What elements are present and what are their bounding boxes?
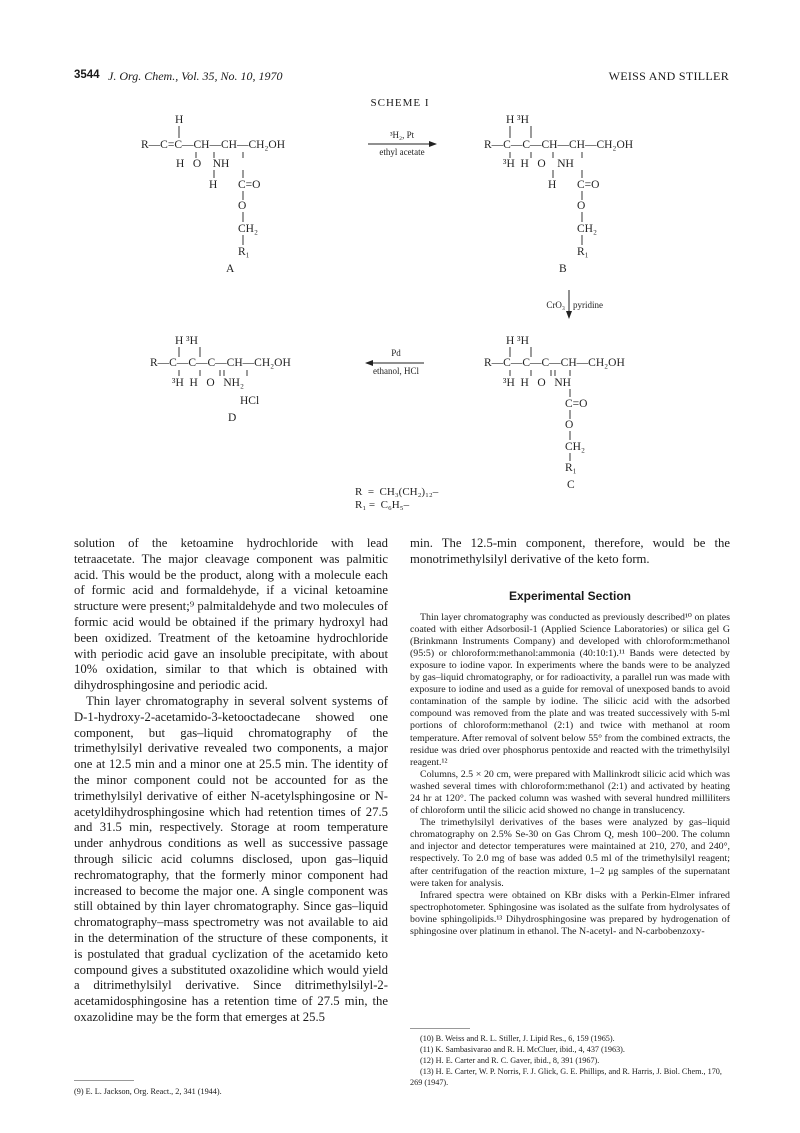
compound-a-top-h: H: [175, 114, 184, 126]
compound-c-top-h: H ³H: [506, 335, 529, 347]
compound-c-ester-o: O: [565, 419, 574, 431]
running-authors: WEISS AND STILLER: [608, 69, 729, 83]
right-paragraph-1: min. The 12.5-min component, therefore, would be the monotrimethylsilyl derivative of the keto form.: [410, 536, 730, 566]
compound-b-top-h: H ³H: [506, 114, 529, 126]
compound-b-main-chain: R—C—C—CH—CH—CH₂OH: [484, 139, 634, 151]
compound-c-substituents: ³H H O NH: [503, 377, 571, 389]
legend-r1: R₁ = C₆H₅–: [355, 499, 410, 511]
compound-a-ch2: CH₂: [238, 223, 258, 235]
compound-a-label: A: [226, 263, 235, 275]
compound-a-carbonyl: C=O: [238, 179, 261, 191]
compound-a-oh-h: H: [209, 179, 218, 191]
arrow-c-to-d: [366, 348, 424, 376]
experimental-paragraph-4: Infrared spectra were obtained on KBr disks with a Perkin-Elmer infrared spectrophotometer. Sphingosine was isolated as the sulfate from hydrolysates of bovine sphingolipids.¹³ Dihydrosphingosine was prepared by hydrogenation of sphingosine over platinum in ethanol. The N-acetyl- and N-carbobenzoxy-: [410, 889, 730, 938]
experimental-paragraph-1: Thin layer chromatography was conducted as previously described¹⁰ on plates coated with either Adsorbosil-1 (Applied Science Laboratories) or silica gel G (Brinkmann Instruments Company) and developed with chloroform:methanol (95:5) or chloroform:methanol:ammonia (40:10:1).¹¹ Bands were detected by exposure to iodine vapor. In experiments where the bands were to be analyzed by gas–liquid chromatography, or for radioactivity, a parallel run was made with exposure to iodine and used as a guide for removal of unexposed bands to avoid contamination of the sample by iodine. The silicic acid with the adsorbed compound was removed from the plate and was treated successively with 5-ml portions of chloroform:methanol (2:1) and twice with methanol at room temperature. After removal of solvent below 55° from the combined extracts, the residue was dried over phosphorus pentoxide and reacted with the trimethylsilyl reagent.¹²: [410, 611, 730, 768]
arrow-a-b-solvent: ethyl acetate: [379, 147, 425, 157]
compound-a: [141, 114, 285, 275]
footnote-9: (9) E. L. Jackson, Org. React., 2, 341 (1944).: [74, 1087, 222, 1096]
footnote-12: (12) H. E. Carter and R. C. Gaver, ibid., 8, 391 (1967).: [420, 1056, 600, 1065]
compound-b: [484, 114, 633, 275]
arrow-a-b-reagent: ³H₂, Pt: [389, 130, 415, 140]
compound-b-ch2: CH₂: [577, 223, 597, 235]
experimental-paragraph-3: The trimethylsilyl derivatives of the bases were analyzed by gas–liquid chromatography on 2.5% Se-30 on Gas Chrom Q, mesh 100–200. The column and injector and detector temperatures were maintained at 210, 270, and 240°, respectively. To 2.0 mg of base was added 0.5 ml of the trimethylsilyl reagent; after centrifugation of the reaction mixture, 1–2 μg samples of the supernatant were taken for analysis.: [410, 817, 730, 889]
compound-b-r1: R₁: [577, 246, 589, 258]
footnote-11: (11) K. Sambasivarao and R. H. McCluer, ibid., 4, 437 (1963).: [420, 1045, 625, 1054]
page-number: 3544: [74, 69, 100, 81]
compound-a-main-chain: R—C=C—CH—CH—CH₂OH: [141, 139, 286, 151]
compound-c-carbonyl: C=O: [565, 398, 588, 410]
compound-a-ester-o: O: [238, 200, 247, 212]
experimental-paragraph-2: Columns, 2.5 × 20 cm, were prepared with Mallinkrodt silicic acid which was washed several times with chloroform:methanol (2:1) and activated by heating 24 hr at 120°. The packed column was washed with several hundred milliliters of chloroform until the silicic acid showed no change in translucency.: [410, 768, 730, 817]
right-footnote-rule: [410, 1028, 470, 1029]
left-footnote-rule: [74, 1080, 134, 1081]
compound-a-r1: R₁: [238, 246, 250, 258]
compound-c: [484, 335, 625, 491]
footnote-13: (13) H. E. Carter, W. P. Norris, F. J. Glick, G. E. Phillips, and R. Harris, J. Biol. Chem., 170, 269 (1947).: [410, 1067, 722, 1087]
compound-d: [150, 335, 291, 424]
footnote-10: (10) B. Weiss and R. L. Stiller, J. Lipid Res., 6, 159 (1965).: [420, 1034, 615, 1043]
compound-b-carbonyl: C=O: [577, 179, 600, 191]
left-column: [74, 536, 388, 1026]
compound-c-label: C: [567, 479, 575, 491]
compound-a-substituents: H O NH: [176, 158, 230, 170]
legend-r: R = CH₃(CH₂)₁₂–: [355, 486, 439, 498]
compound-c-r1: R₁: [565, 462, 577, 474]
right-footnotes: [410, 1033, 730, 1088]
compound-c-ch2: CH₂: [565, 441, 585, 453]
right-column: [410, 536, 730, 938]
compound-d-substituents: ³H H O NH₂: [172, 377, 244, 389]
section-title: Experimental Section: [508, 588, 632, 603]
compound-d-top-h: H ³H: [175, 335, 198, 347]
compound-b-label: B: [559, 263, 567, 275]
left-paragraph-2: Thin layer chromatography in several solvent systems of D-1-hydroxy-2-acetamido-3-ketooctadecane showed one component, but gas–liquid chromatography of the trimethylsilyl derivative revealed two components, a major one at 12.5 min and a minor one at 25.5 min. The identity of the minor component could not be accounted for as the trimethylsilyl derivative of either N-acetylsphingosine or N-acetyldihydrosphingosine which had retention times of 27.5 and 31.5 min, respectively. Storage at room temperature under anhydrous conditions as well as successive passage through silicic acid columns disclosed, upon gas–liquid rechromatography, that the formerly minor component had increased to become the major one. A single component was still obtained by thin layer chromatography. Since gas–liquid chromatography–mass spectrometry was not available to aid in the determination of the structure of these components, it is postulated that gradual cyclization of the acetamido keto compound gives a substituted oxazolidine which would yield a ditrimethylsilyl derivative. Since ditrimethylsilyl-2-acetamidosphingosine has a retention time of 27.5 min, the oxazolidine may be the form that emerges at 25.5: [74, 693, 388, 1024]
left-paragraph-1: solution of the ketoamine hydrochloride with lead tetraacetate. The major cleavage component was palmitic acid. This would be the product, along with a molecule each of formic acid and formaldehyde, if a vicinal ketoamine structure were present;⁹ palmitaldehyde and two molecules of formic acid would be obtained if the primary hydroxyl had been oxidized. Treatment of the ketoamine hydrochloride with periodic acid gave an insoluble precipitate, with about 10% oxidation, similar to that which is obtained with dihydrosphingosine and periodic acid.: [74, 536, 388, 693]
compound-d-hcl: HCl: [240, 395, 260, 407]
journal-citation: J. Org. Chem., Vol. 35, No. 10, 1970: [108, 69, 283, 83]
compound-b-substituents: ³H H O NH: [503, 158, 574, 170]
compound-b-ester-o: O: [577, 200, 586, 212]
arrow-b-c-reagent: CrO₃: [546, 300, 565, 310]
compound-d-label: D: [228, 412, 237, 424]
arrow-b-to-c: [546, 290, 603, 318]
compound-c-main-chain: R—C—C—C—CH—CH₂OH: [484, 357, 625, 369]
compound-b-oh-h: H: [548, 179, 557, 191]
compound-d-main-chain: R—C—C—C—CH—CH₂OH: [150, 357, 291, 369]
running-header: [74, 69, 729, 85]
reaction-scheme: [0, 105, 800, 525]
arrow-c-d-catalyst: Pd: [391, 348, 401, 358]
arrow-b-c-base: pyridine: [573, 300, 603, 310]
scheme-title: SCHEME I: [370, 97, 430, 109]
arrow-a-to-b: [368, 130, 436, 157]
arrow-c-d-solvent: ethanol, HCl: [373, 366, 419, 376]
